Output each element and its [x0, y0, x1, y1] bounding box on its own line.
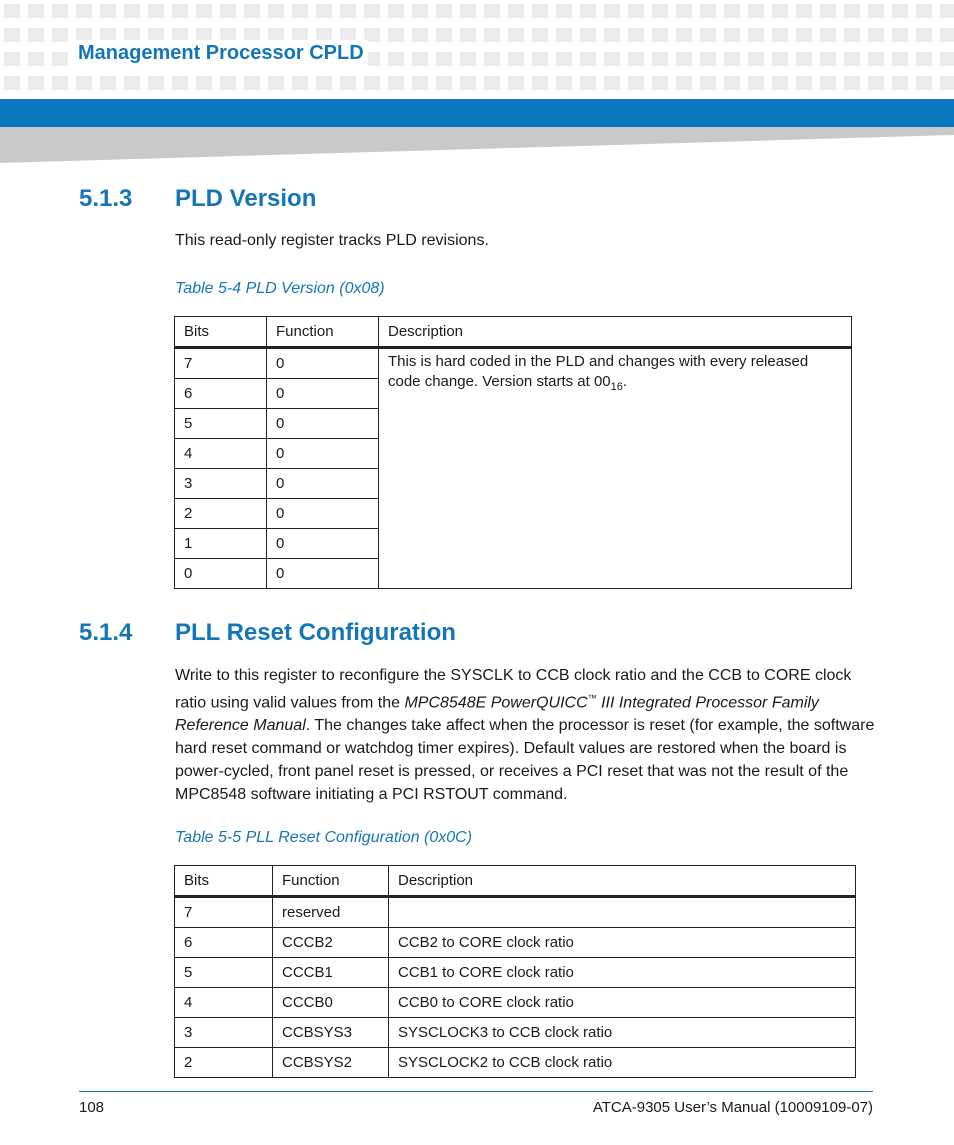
pattern-square: [892, 52, 908, 66]
pattern-square: [220, 76, 236, 90]
pattern-square: [868, 4, 884, 18]
manual-title: ATCA-9305 User’s Manual (10009109-07): [592, 1099, 873, 1116]
pattern-square: [484, 28, 500, 42]
pattern-square: [940, 28, 954, 42]
pattern-square: [844, 52, 860, 66]
bits-cell: 2: [175, 499, 267, 529]
pattern-square: [388, 28, 404, 42]
pattern-square: [652, 4, 668, 18]
pattern-square: [892, 4, 908, 18]
function-cell: 0: [267, 379, 379, 409]
pll-reset-table: [174, 865, 856, 1078]
bits-cell: 7: [175, 897, 273, 928]
pattern-square: [628, 52, 644, 66]
pattern-square: [244, 76, 260, 90]
pattern-square: [28, 28, 44, 42]
pattern-square: [676, 76, 692, 90]
table-header-row: [175, 866, 856, 897]
section-intro: This read-only register tracks PLD revisions.: [175, 232, 489, 249]
pattern-square: [364, 76, 380, 90]
pattern-square: [580, 76, 596, 90]
bits-cell: 7: [175, 348, 267, 379]
pattern-square: [916, 28, 932, 42]
pattern-square: [556, 4, 572, 18]
bits-cell: 4: [175, 439, 267, 469]
page-number: 108: [79, 1099, 105, 1116]
pattern-square: [436, 76, 452, 90]
pattern-square: [148, 76, 164, 90]
pattern-square: [772, 4, 788, 18]
pattern-square: [820, 28, 836, 42]
pattern-square: [676, 4, 692, 18]
pattern-square: [940, 4, 954, 18]
pattern-square: [436, 4, 452, 18]
bits-cell: 3: [175, 469, 267, 499]
pattern-square: [460, 52, 476, 66]
pattern-square: [4, 52, 20, 66]
column-header: Bits: [175, 317, 267, 348]
footer-rule: [79, 1091, 873, 1092]
pattern-square: [460, 76, 476, 90]
table-row: [175, 1018, 856, 1048]
function-cell: 0: [267, 409, 379, 439]
pattern-square: [172, 76, 188, 90]
pattern-square: [484, 76, 500, 90]
pattern-square: [604, 76, 620, 90]
pattern-square: [676, 52, 692, 66]
pattern-square: [412, 76, 428, 90]
pattern-square: [748, 4, 764, 18]
pattern-square: [748, 28, 764, 42]
function-cell: CCCB2: [273, 928, 389, 958]
description-cell: CCB1 to CORE clock ratio: [389, 958, 856, 988]
pattern-square: [508, 52, 524, 66]
pattern-square: [28, 52, 44, 66]
function-cell: CCCB0: [273, 988, 389, 1018]
pattern-square: [676, 28, 692, 42]
paragraph-text: . The changes take affect when the processor is reset (for example, the software hard reset command or watchdog timer expires). Default values are restored when the board is power-cycled, front panel reset is pressed, or receives a PCI reset that was not the result of the MPC8548 software initiating a PCI RSTOUT command.: [175, 717, 875, 804]
pattern-square: [556, 28, 572, 42]
section-number: 5.1.3: [79, 185, 133, 212]
pattern-square: [724, 28, 740, 42]
pattern-square: [940, 76, 954, 90]
pattern-square: [820, 52, 836, 66]
bits-cell: 1: [175, 529, 267, 559]
section-title: PLL Reset Configuration: [175, 619, 456, 646]
pattern-square: [508, 28, 524, 42]
pattern-square: [316, 76, 332, 90]
pattern-square: [556, 52, 572, 66]
column-header: Function: [267, 317, 379, 348]
description-cell: CCB2 to CORE clock ratio: [389, 928, 856, 958]
pattern-square: [268, 76, 284, 90]
manual-title-italic: III Integrated Processor Family Reference Manual: [175, 694, 819, 735]
pattern-square: [100, 4, 116, 18]
pattern-square: [868, 28, 884, 42]
bits-cell: 5: [175, 409, 267, 439]
table-row: [175, 1048, 856, 1078]
pattern-square: [700, 52, 716, 66]
description-cell: SYSCLOCK3 to CCB clock ratio: [389, 1018, 856, 1048]
pattern-square: [388, 76, 404, 90]
pattern-square: [820, 4, 836, 18]
pattern-square: [340, 4, 356, 18]
bits-cell: 6: [175, 379, 267, 409]
pattern-square: [52, 76, 68, 90]
pattern-square: [172, 4, 188, 18]
pld-version-table: [174, 316, 852, 589]
pattern-square: [460, 28, 476, 42]
pattern-square: [580, 52, 596, 66]
bits-cell: 0: [175, 559, 267, 589]
pattern-square: [700, 28, 716, 42]
description-cell: [379, 348, 852, 589]
pattern-square: [580, 4, 596, 18]
table-caption: Table 5-4 PLD Version (0x08): [175, 280, 385, 297]
pattern-square: [100, 76, 116, 90]
pattern-square: [268, 4, 284, 18]
section-number: 5.1.4: [79, 619, 133, 646]
table-row: [175, 958, 856, 988]
pattern-square: [4, 76, 20, 90]
description-cell: SYSCLOCK2 to CCB clock ratio: [389, 1048, 856, 1078]
pattern-square: [748, 76, 764, 90]
pattern-square: [508, 4, 524, 18]
pattern-square: [484, 4, 500, 18]
pattern-square: [52, 52, 68, 66]
pattern-square: [556, 76, 572, 90]
description-text: This is hard coded in the PLD and changes with every released code change. Version starts at 00: [388, 353, 809, 390]
pattern-square: [412, 52, 428, 66]
pattern-square: [412, 4, 428, 18]
pattern-square: [4, 4, 20, 18]
column-header: Description: [389, 866, 856, 897]
pattern-square: [724, 4, 740, 18]
manual-title-italic: MPC8548E PowerQUICC: [404, 694, 588, 712]
pattern-square: [844, 4, 860, 18]
bits-cell: 6: [175, 928, 273, 958]
table-row: [175, 348, 852, 379]
pattern-square: [796, 52, 812, 66]
pattern-square: [652, 76, 668, 90]
pattern-square: [76, 4, 92, 18]
pattern-square: [196, 4, 212, 18]
pattern-square: [628, 4, 644, 18]
pattern-square: [508, 76, 524, 90]
pattern-square: [196, 76, 212, 90]
pattern-square: [892, 28, 908, 42]
function-cell: CCBSYS3: [273, 1018, 389, 1048]
pattern-square: [4, 28, 20, 42]
pattern-square: [844, 76, 860, 90]
pattern-square: [292, 4, 308, 18]
function-cell: reserved: [273, 897, 389, 928]
pattern-square: [316, 4, 332, 18]
function-cell: CCBSYS2: [273, 1048, 389, 1078]
section-title: PLD Version: [175, 185, 317, 212]
column-header: Function: [273, 866, 389, 897]
table-caption: Table 5-5 PLL Reset Configuration (0x0C): [175, 829, 473, 846]
pattern-square: [220, 4, 236, 18]
pattern-square: [700, 4, 716, 18]
section-body-paragraph: [175, 664, 875, 806]
pattern-square: [868, 76, 884, 90]
table-row: [175, 928, 856, 958]
pattern-square: [772, 28, 788, 42]
pattern-square: [532, 28, 548, 42]
pattern-square: [340, 76, 356, 90]
description-end: .: [622, 373, 628, 390]
bits-cell: 5: [175, 958, 273, 988]
pattern-square: [604, 4, 620, 18]
pattern-square: [700, 76, 716, 90]
pattern-square: [892, 76, 908, 90]
description-cell: [389, 897, 856, 928]
pattern-square: [724, 76, 740, 90]
description-cell: CCB0 to CORE clock ratio: [389, 988, 856, 1018]
pattern-square: [604, 52, 620, 66]
pattern-square: [748, 52, 764, 66]
pattern-square: [244, 4, 260, 18]
pattern-square: [604, 28, 620, 42]
function-cell: 0: [267, 559, 379, 589]
pattern-square: [124, 4, 140, 18]
pattern-square: [916, 52, 932, 66]
function-cell: 0: [267, 439, 379, 469]
pattern-square: [772, 52, 788, 66]
pattern-square: [628, 28, 644, 42]
pattern-square: [916, 4, 932, 18]
pattern-square: [52, 4, 68, 18]
pattern-square: [772, 76, 788, 90]
table-row: [175, 988, 856, 1018]
pattern-square: [820, 76, 836, 90]
pattern-square: [28, 76, 44, 90]
header-blue-bar: [0, 99, 954, 127]
bits-cell: 2: [175, 1048, 273, 1078]
pattern-square: [388, 52, 404, 66]
pattern-square: [940, 52, 954, 66]
pattern-square: [388, 4, 404, 18]
pattern-square: [436, 28, 452, 42]
function-cell: 0: [267, 529, 379, 559]
function-cell: 0: [267, 348, 379, 379]
pattern-square: [796, 4, 812, 18]
pattern-square: [436, 52, 452, 66]
table-header-row: [175, 317, 852, 348]
pattern-square: [412, 28, 428, 42]
pattern-square: [868, 52, 884, 66]
function-cell: 0: [267, 499, 379, 529]
bits-cell: 3: [175, 1018, 273, 1048]
pattern-square: [76, 76, 92, 90]
column-header: Bits: [175, 866, 273, 897]
paragraph-text: Write to this register to reconfigure the SYSCLK to CCB clock ratio and the CCB to CORE clock ratio using valid values from the: [175, 667, 852, 712]
pattern-square: [292, 76, 308, 90]
pattern-square: [532, 76, 548, 90]
description-subscript: 16: [610, 381, 623, 393]
pattern-square: [364, 4, 380, 18]
pattern-square: [532, 52, 548, 66]
pattern-square: [52, 28, 68, 42]
pattern-square: [652, 52, 668, 66]
trademark-symbol: ™: [587, 693, 597, 703]
pattern-square: [580, 28, 596, 42]
column-header: Description: [379, 317, 852, 348]
pattern-square: [916, 76, 932, 90]
pattern-square: [532, 4, 548, 18]
pattern-square: [460, 4, 476, 18]
pattern-square: [796, 28, 812, 42]
running-header-title: Management Processor CPLD: [74, 40, 368, 67]
function-cell: CCCB1: [273, 958, 389, 988]
pattern-square: [28, 4, 44, 18]
pattern-square: [844, 28, 860, 42]
header-gray-wedge: [0, 127, 954, 163]
pattern-square: [628, 76, 644, 90]
bits-cell: 4: [175, 988, 273, 1018]
pattern-square: [148, 4, 164, 18]
function-cell: 0: [267, 469, 379, 499]
pattern-square: [652, 28, 668, 42]
pattern-square: [484, 52, 500, 66]
pattern-square: [796, 76, 812, 90]
pattern-square: [724, 52, 740, 66]
pattern-square: [124, 76, 140, 90]
table-row: [175, 897, 856, 928]
